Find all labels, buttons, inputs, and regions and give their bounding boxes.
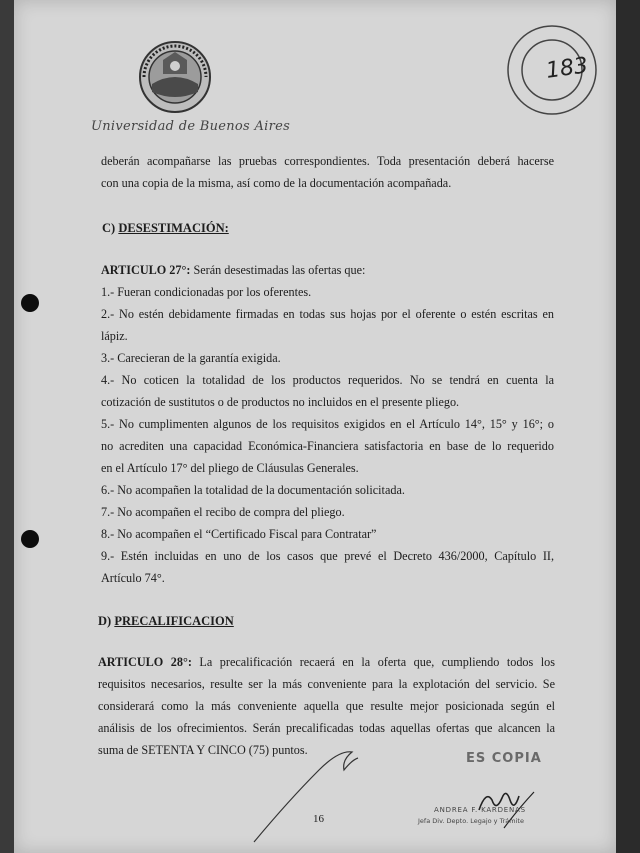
list-item: 1.- Fueran condicionadas por los oferentes. [101, 285, 312, 299]
list-item-cont: en el Artículo 17° del pliego de Cláusulas Generales. [101, 461, 359, 475]
punch-hole [21, 530, 39, 548]
handwritten-signature-icon [14, 0, 616, 853]
university-name: Universidad de Buenos Aires [91, 119, 291, 134]
list-item: 7.- No acompañen el recibo de compra del pliego. [101, 505, 345, 519]
list-item: 5.- No cumplimenten algunos de los requisitos exigidos en el Artículo 14°, 15° y 16°; o [101, 417, 554, 431]
list-item: 9.- Estén incluidas en uno de los casos que prevé el Decreto 436/2000, Capítulo II, [101, 549, 554, 563]
intro-line: con una copia de la misma, así como de la documentación acompañada. [101, 176, 452, 190]
list-item: 2.- No estén debidamente firmadas en todas sus hojas por el oferente o estén escritas en [101, 307, 554, 321]
list-item-cont: no acrediten una capacidad Económica-Financiera satisfactoria en base de lo requerido [101, 439, 554, 453]
article-28-line: ARTICULO 28°: La precalificación recaerá en la oferta que, cumpliendo todos los [98, 655, 555, 669]
section-c-heading: C) DESESTIMACIÓN: [102, 221, 229, 235]
list-item-cont: cotización de sustitutos o de productos no incluidos en el presente pliego. [101, 395, 460, 409]
punch-hole [21, 294, 39, 312]
signatory-name: ANDREA F. KARDENAS [434, 806, 526, 814]
article-28-line: requisitos necesarios, resulte ser la más conveniente para la explotación del servicio. Se [98, 677, 555, 691]
section-d-heading: D) PRECALIFICACION [98, 614, 234, 628]
article-27-intro: ARTICULO 27°: Serán desestimadas las ofertas que: [101, 263, 366, 277]
copy-stamp: ES COPIA [466, 751, 542, 766]
document-page [14, 0, 616, 853]
list-item: 3.- Carecieran de la garantía exigida. [101, 351, 281, 365]
list-item-cont: lápiz. [101, 329, 128, 343]
article-28-line: considerará como la más conveniente aquella que resulte mejor posicionada según el [98, 699, 555, 713]
scan-edge [616, 0, 640, 853]
article-28-line: análisis de los ofrecimientos. Serán precalificadas todas aquellas ofertas que alcancen la [98, 721, 555, 735]
list-item: 4.- No coticen la totalidad de los productos requeridos. No se tendrá en cuenta la [101, 373, 554, 387]
intro-line: deberán acompañarse las pruebas correspondientes. Toda presentación deberá hacerse [101, 154, 554, 168]
list-item-cont: Artículo 74°. [101, 571, 165, 585]
article-28-line: suma de SETENTA Y CINCO (75) puntos. [98, 743, 308, 757]
signatory-role: Jefa Div. Depto. Legajo y Trámite [418, 817, 524, 825]
list-item: 8.- No acompañen el “Certificado Fiscal para Contratar” [101, 527, 377, 541]
list-item: 6.- No acompañen la totalidad de la documentación solicitada. [101, 483, 405, 497]
page-number: 16 [313, 813, 324, 825]
folio-number: 183 [544, 53, 590, 84]
